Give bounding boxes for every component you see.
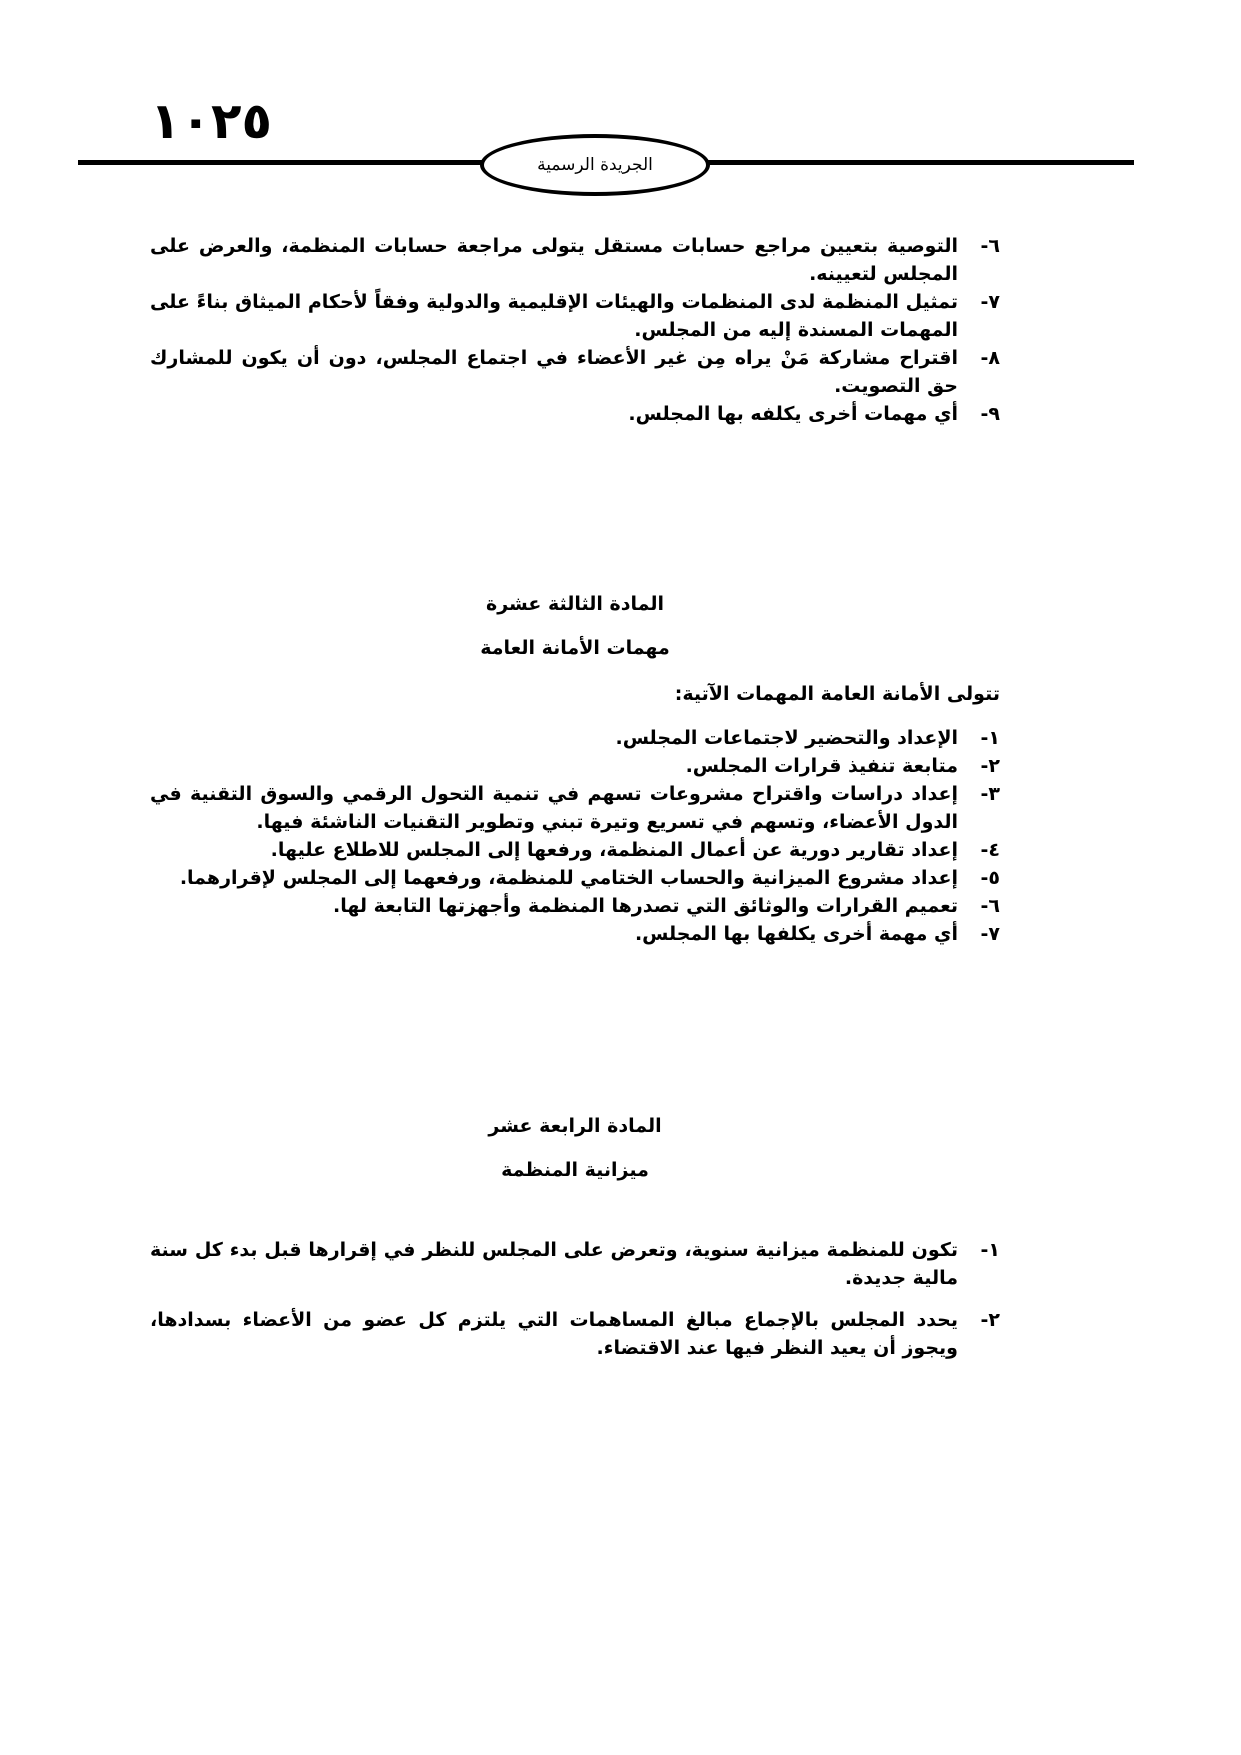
article-13-title: المادة الثالثة عشرة — [485, 593, 664, 615]
section-continued-items — [150, 232, 1000, 428]
item-number: ١- — [980, 1239, 1000, 1261]
item-text: إعداد دراسات واقتراح مشروعات تسهم في تنمية التحول الرقمي والسوق التقنية في الدول الأعضاء، وتسهم في تسريع وتيرة تبني وتطوير التقنيات الناشئة فيها. — [150, 783, 958, 833]
item-number: ٦- — [980, 895, 1000, 917]
list-item — [150, 752, 1000, 780]
item-number: ٧- — [980, 291, 1000, 313]
item-text: تعميم القرارات والوثائق التي تصدرها المنظمة وأجهزتها التابعة لها. — [332, 895, 958, 917]
list-item — [150, 400, 1000, 428]
item-number: ٥- — [980, 867, 1000, 889]
item-number: ٤- — [980, 839, 1000, 861]
item-text: التوصية بتعيين مراجع حسابات مستقل يتولى مراجعة حسابات المنظمة، والعرض على المجلس لتعيينه. — [150, 235, 958, 285]
masthead-title: الجريدة الرسمية — [537, 155, 653, 175]
article-13-intro: تتولى الأمانة العامة المهمات الآتية: — [674, 683, 1000, 705]
page-number: ١٠٢٥ — [150, 92, 273, 150]
item-number: ٩- — [980, 403, 1000, 425]
item-text: تمثيل المنظمة لدى المنظمات والهيئات الإقليمية والدولية وفقاً لأحكام الميثاق بناءً على المهمات المسندة إليه من المجلس. — [150, 291, 958, 341]
list-item — [150, 892, 1000, 920]
header-rule-right — [708, 160, 1134, 165]
list-item — [150, 724, 1000, 752]
item-number: ٢- — [980, 1309, 1000, 1331]
article-13 — [150, 590, 1000, 948]
list-item — [150, 1236, 1000, 1292]
list-item — [150, 232, 1000, 288]
list-item — [150, 864, 1000, 892]
header-rule-left — [78, 160, 482, 165]
item-text: متابعة تنفيذ قرارات المجلس. — [685, 755, 958, 777]
article-14 — [150, 1112, 1000, 1362]
item-text: الإعداد والتحضير لاجتماعات المجلس. — [615, 727, 958, 749]
item-text: أي مهمات أخرى يكلفه بها المجلس. — [628, 403, 958, 425]
article-13-list — [150, 724, 1000, 948]
item-text: إعداد تقارير دورية عن أعمال المنظمة، ورفعها إلى المجلس للاطلاع عليها. — [270, 839, 958, 861]
article-14-list — [150, 1236, 1000, 1362]
item-number: ١- — [980, 727, 1000, 749]
item-number: ٣- — [980, 783, 1000, 805]
masthead-oval — [480, 134, 710, 196]
list-item — [150, 1306, 1000, 1362]
article-14-title: المادة الرابعة عشر — [488, 1115, 662, 1137]
item-text: تكون للمنظمة ميزانية سنوية، وتعرض على المجلس للنظر في إقرارها قبل بدء كل سنة مالية جديدة. — [150, 1239, 958, 1289]
item-number: ٨- — [980, 347, 1000, 369]
list-item — [150, 288, 1000, 344]
item-text: أي مهمة أخرى يكلفها بها المجلس. — [634, 923, 958, 945]
continued-list — [150, 232, 1000, 428]
list-item — [150, 836, 1000, 864]
item-text: اقتراح مشاركة مَنْ يراه مِن غير الأعضاء في اجتماع المجلس، دون أن يكون للمشارك حق التصويت. — [150, 347, 958, 397]
article-14-subtitle: ميزانية المنظمة — [501, 1159, 649, 1181]
item-text: إعداد مشروع الميزانية والحساب الختامي للمنظمة، ورفعهما إلى المجلس لإقرارهما. — [179, 867, 958, 889]
item-number: ٦- — [980, 235, 1000, 257]
item-number: ٢- — [980, 755, 1000, 777]
item-number: ٧- — [980, 923, 1000, 945]
list-item — [150, 920, 1000, 948]
article-13-subtitle: مهمات الأمانة العامة — [480, 637, 670, 659]
item-text: يحدد المجلس بالإجماع مبالغ المساهمات التي يلتزم كل عضو من الأعضاء بسدادها، ويجوز أن يعيد النظر فيها عند الاقتضاء. — [150, 1309, 958, 1359]
list-item — [150, 344, 1000, 400]
list-item — [150, 780, 1000, 836]
